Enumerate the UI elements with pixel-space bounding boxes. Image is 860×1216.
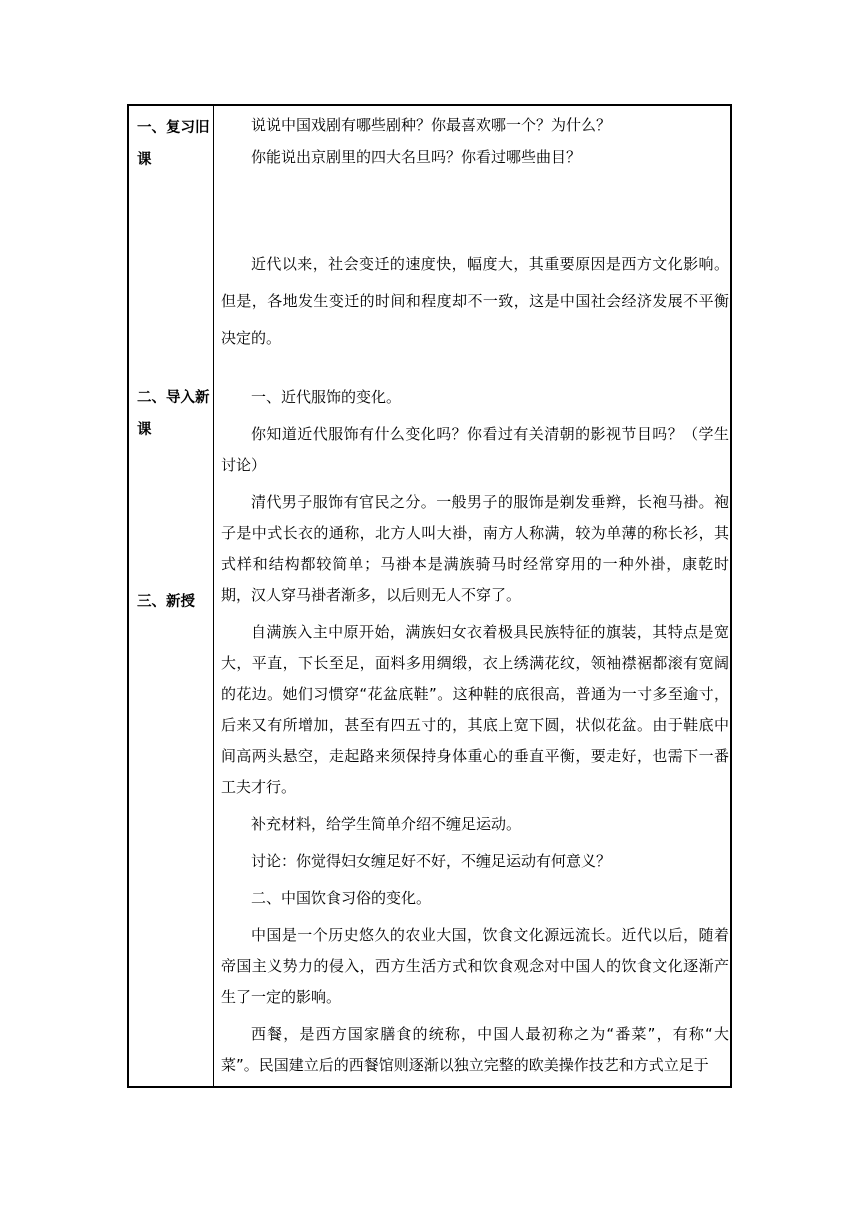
paragraph-intro: 近代以来，社会变迁的速度快，幅度大，其重要原因是西方文化影响。但是，各地发生变迁的时间和程度却不一致，这是中国社会经济发展不平衡决定的。 [221, 255, 729, 347]
paragraph-food-culture: 中国是一个历史悠久的农业大国，饮食文化源远流长。近代以后，随着帝国主义势力的侵入，西方生活方式和饮食观念对中国人的饮食文化逐渐产生了一定的影响。 [221, 926, 729, 1006]
new-teaching-content [221, 382, 729, 1081]
intro-paragraph-block [221, 246, 729, 357]
paragraph-women-clothing: 自满族入主中原开始，满族妇女衣着极具民族特征的旗装，其特点是宽大，平直，下长至足，面料多用绸缎，衣上绣满花纹，领袖襟裾都滚有宽阔的花边。她们习惯穿“花盆底鞋”。这种鞋的底很高，普通为一寸多至逾寸，后来又有所增加，甚至有四五寸的，其底上宽下圆，状似花盆。由于鞋底中间高两头悬空，走起路来须保持身体重心的垂直平衡，要走好，也需下一番工夫才行。 [221, 623, 729, 796]
paragraph-supplement: 补充材料，给学生简单介绍不缠足运动。 [251, 815, 522, 833]
label-review-old-lesson: 一、复习旧课 [137, 120, 210, 168]
heading-clothing-changes: 一、近代服饰的变化。 [251, 388, 402, 406]
heading-food-changes: 二、中国饮食习俗的变化。 [251, 889, 432, 907]
label-introduce-new-lesson: 二、导入新课 [137, 390, 210, 438]
lesson-plan-table [127, 104, 732, 1088]
paragraph-review-q1: 说说中国戏剧有哪些剧种？你最喜欢哪一个？为什么？ [251, 116, 612, 134]
label-new-teaching: 三、新授 [137, 594, 195, 610]
paragraph-western-food: 西餐，是西方国家膳食的统称，中国人最初称之为“番菜”，有称“大菜”。民国建立后的西餐馆则逐渐以独立完整的欧美操作技艺和方式立足于 [221, 1025, 729, 1074]
column-divider [213, 106, 214, 1086]
review-questions [221, 112, 729, 170]
paragraph-review-q2: 你能说出京剧里的四大名旦吗？你看过哪些曲目？ [251, 148, 582, 166]
paragraph-men-clothing: 清代男子服饰有官民之分。一般男子的服饰是剃发垂辫，长袍马褂。袍子是中式长衣的通称，北方人叫大褂，南方人称满，较为单薄的称长衫，其式样和结构都较简单；马褂本是满族骑马时经常穿用的一种外褂，康乾时期，汉人穿马褂者渐多，以后则无人不穿了。 [221, 493, 729, 604]
paragraph-discussion: 讨论：你觉得妇女缠足好不好，不缠足运动有何意义？ [251, 852, 612, 870]
paragraph-clothing-question: 你知道近代服饰有什么变化吗？你看过有关清朝的影视节目吗？（学生讨论） [221, 425, 729, 474]
